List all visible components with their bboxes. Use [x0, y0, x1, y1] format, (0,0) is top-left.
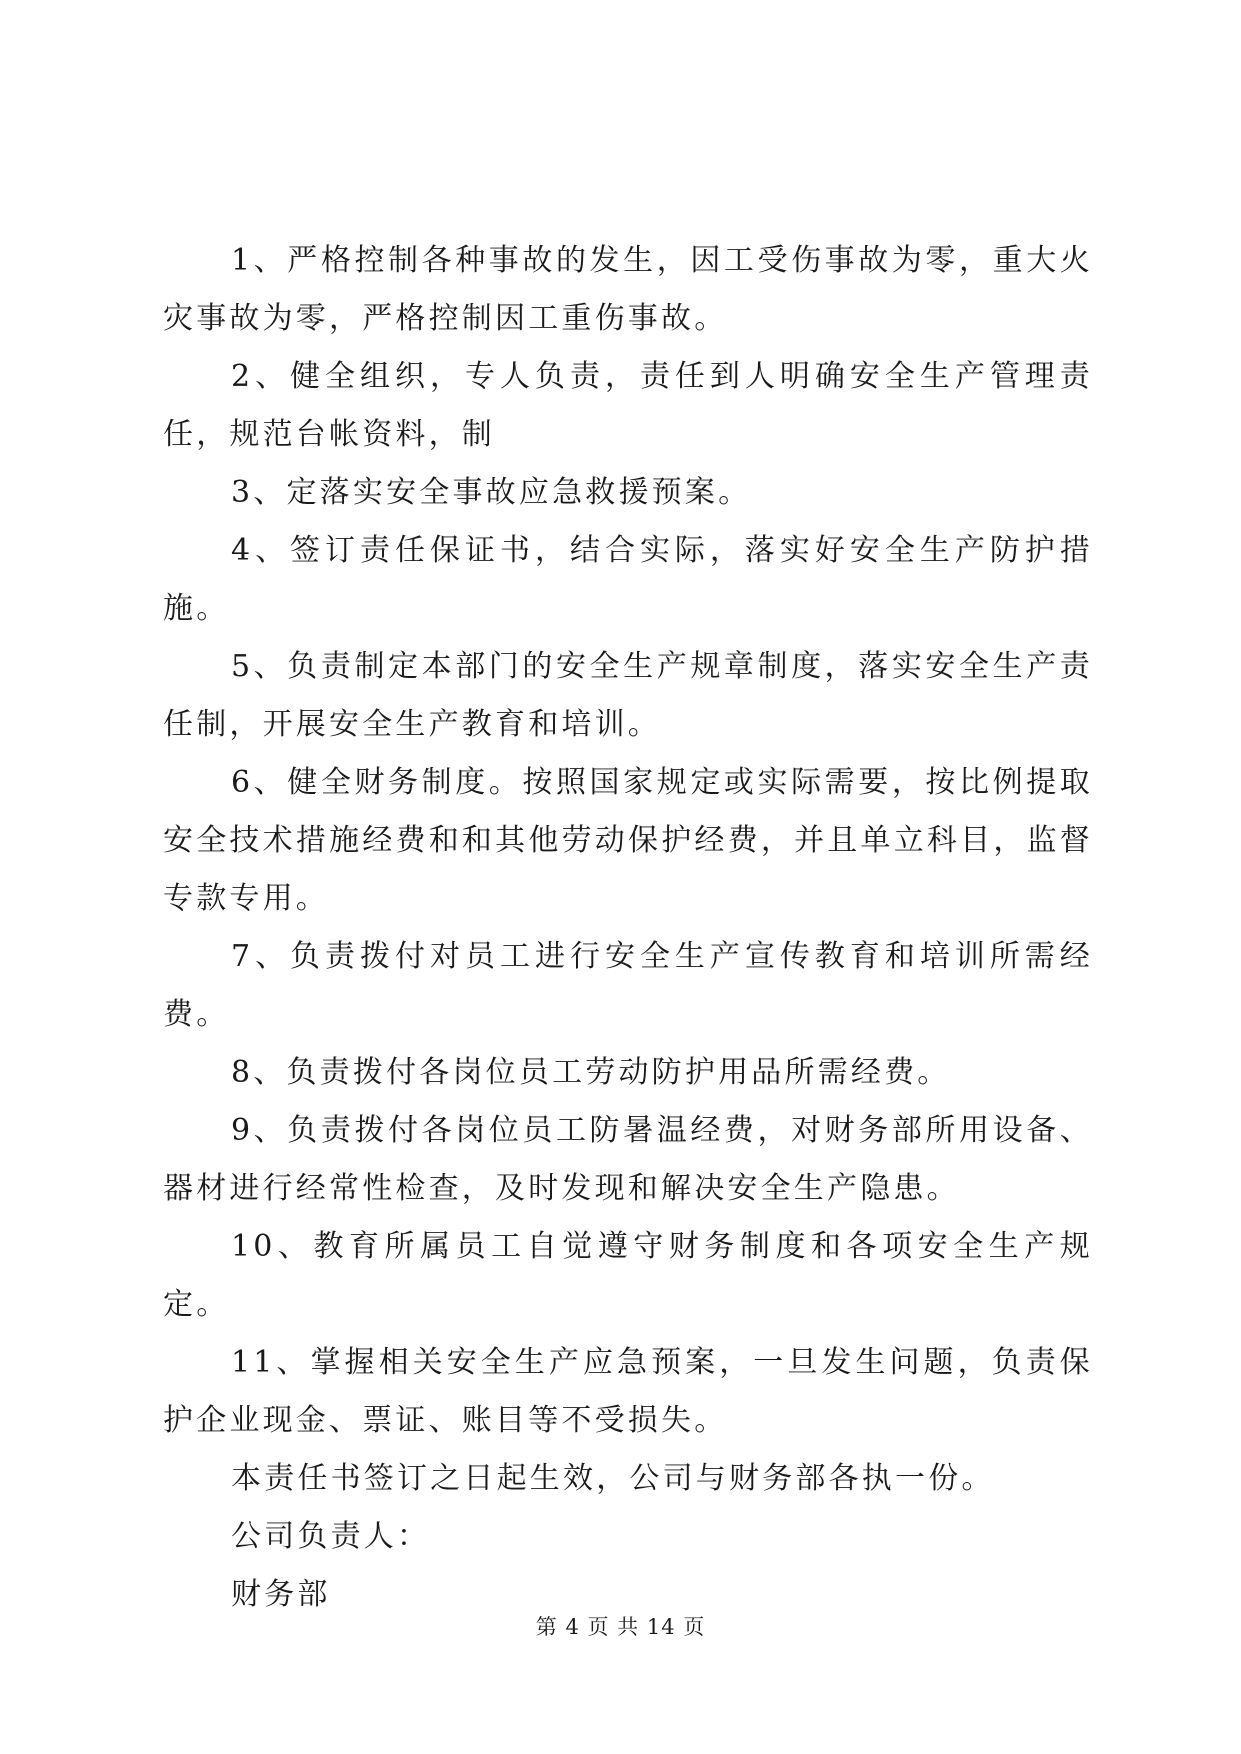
paragraph-10: 10、教育所属员工自觉遵守财务制度和各项安全生产规定。 — [163, 1229, 1093, 1322]
paragraph-6: 6、健全财务制度。按照国家规定或实际需要，按比例提取安全技术措施经费和和其他劳动保护经费，并且单立科目，监督专款专用。 — [163, 765, 1093, 916]
paragraph-8: 8、负责拨付各岗位员工劳动防护用品所需经费。 — [231, 1055, 951, 1090]
paragraph-9: 9、负责拨付各岗位员工防暑温经费，对财务部所用设备、器材进行经常性检查，及时发现和解决安全生产隐患。 — [163, 1113, 1093, 1206]
paragraph-11: 11、掌握相关安全生产应急预案，一旦发生问题，负责保护企业现金、票证、账目等不受损失。 — [163, 1345, 1093, 1438]
effective-clause: 本责任书签订之日起生效，公司与财务部各执一份。 — [231, 1461, 995, 1496]
paragraph-3: 3、定落实安全事故应急救援预案。 — [231, 475, 752, 510]
company-signatory-label: 公司负责人： — [231, 1519, 431, 1554]
paragraph-7: 7、负责拨付对员工进行安全生产宣传教育和培训所需经费。 — [163, 939, 1093, 1032]
paragraph-2: 2、健全组织，专人负责，责任到人明确安全生产管理责任，规范台帐资料，制 — [163, 359, 1093, 452]
paragraph-5: 5、负责制定本部门的安全生产规章制度，落实安全生产责任制，开展安全生产教育和培训。 — [163, 649, 1093, 742]
paragraph-4: 4、签订责任保证书，结合实际，落实好安全生产防护措施。 — [163, 533, 1093, 626]
page-number-footer: 第 4 页 共 14 页 — [535, 1615, 706, 1639]
finance-dept-signatory-label: 财务部 — [231, 1577, 331, 1612]
document-body — [163, 232, 1093, 1624]
paragraph-1: 1、严格控制各种事故的发生，因工受伤事故为零，重大火灾事故为零，严格控制因工重伤事故。 — [163, 243, 1093, 336]
